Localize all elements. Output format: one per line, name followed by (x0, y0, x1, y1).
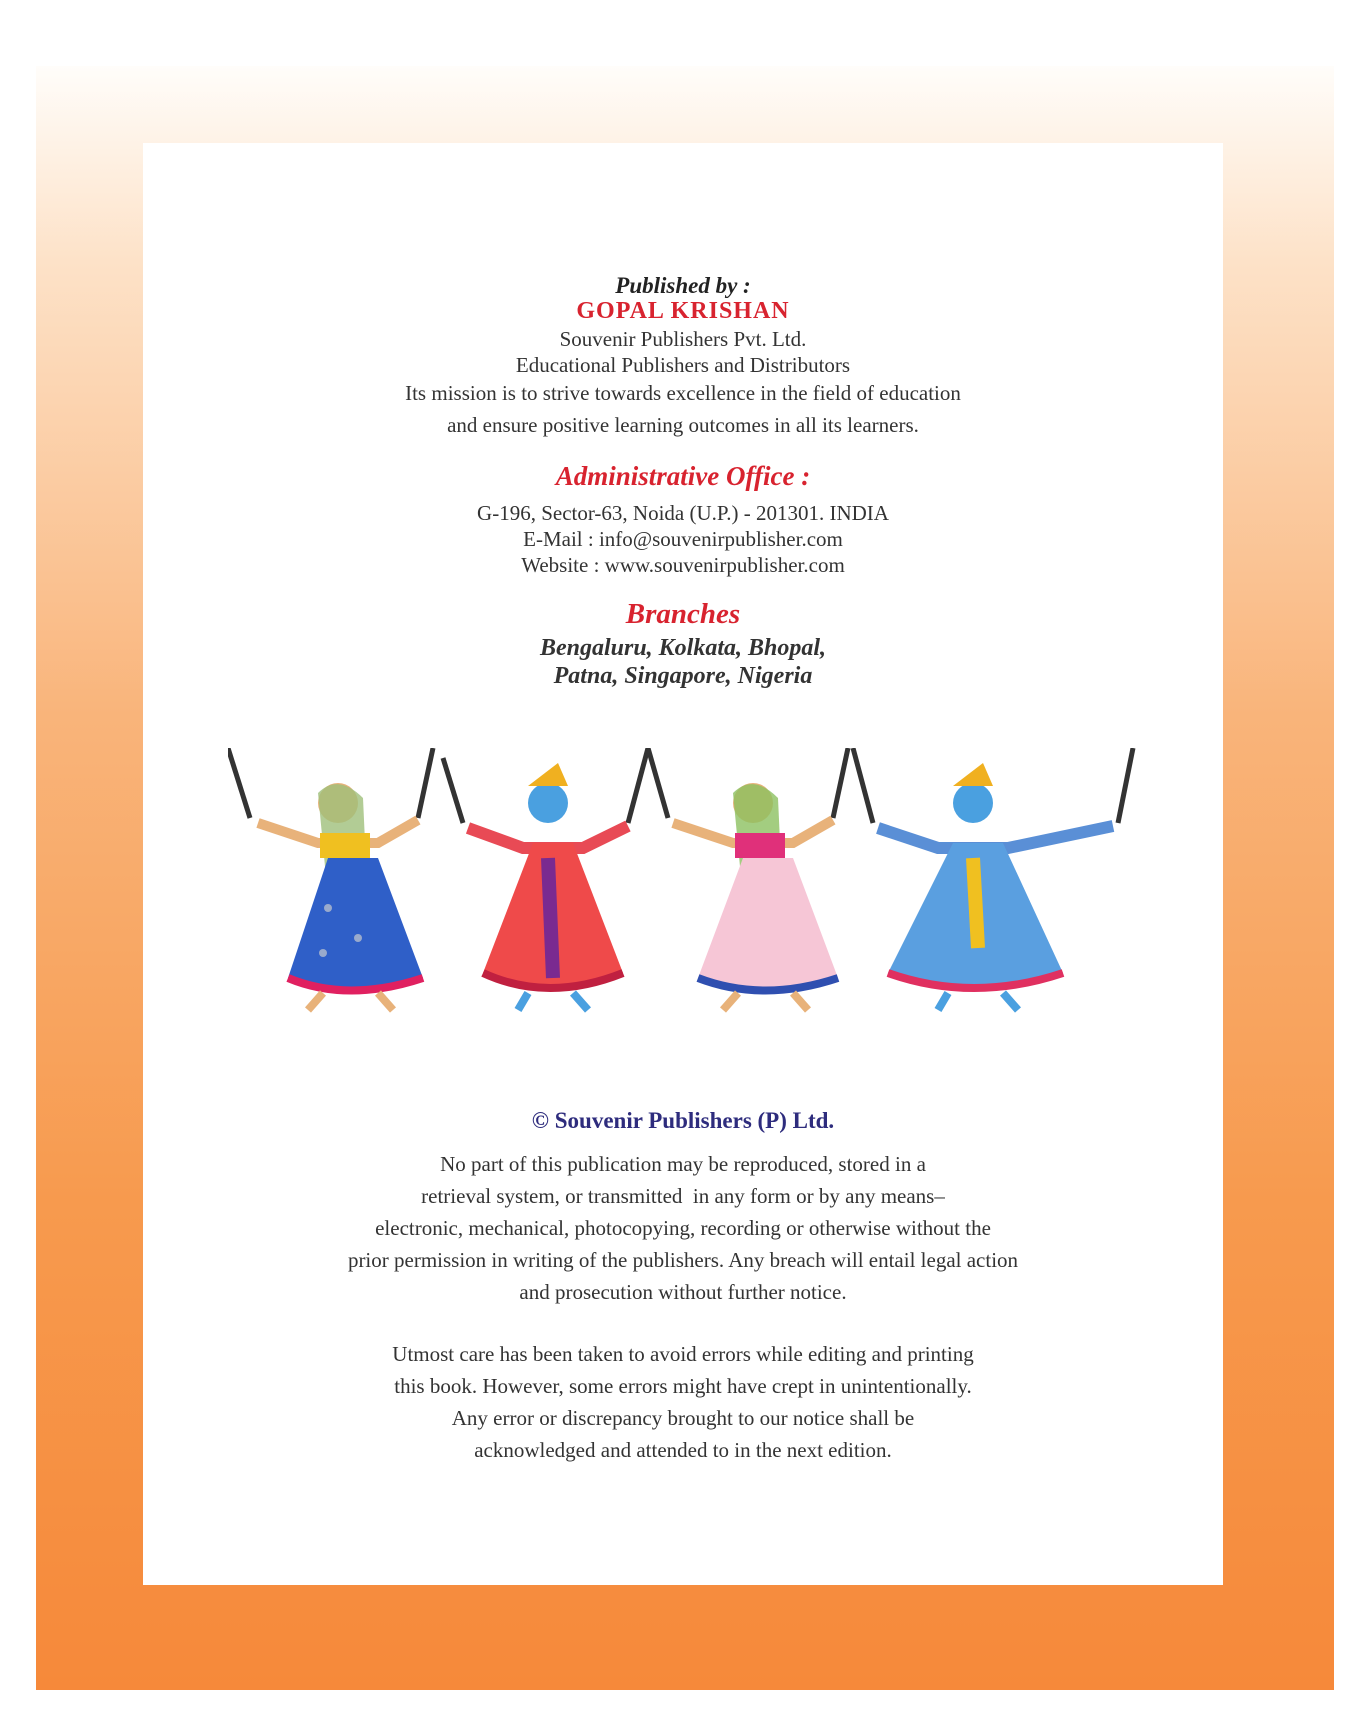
imprint-page (143, 143, 1223, 1585)
disclaimer-line: acknowledged and attended to in the next edition. (474, 1438, 892, 1462)
disclaimer-line: Any error or discrepancy brought to our notice shall be (451, 1406, 915, 1430)
errors-disclaimer (143, 1338, 1223, 1466)
mission-line-2: and ensure positive learning outcomes in all its learners. (447, 413, 919, 437)
reproduction-notice (143, 1148, 1223, 1308)
notice-line: retrieval system, or transmitted in any form or by any means– (421, 1184, 945, 1208)
branches-title: Branches (625, 598, 741, 630)
admin-address: G-196, Sector-63, Noida (U.P.) - 201301. INDIA (477, 501, 889, 525)
branches-line-2: Patna, Singapore, Nigeria (553, 663, 813, 689)
dancer-figure (648, 748, 848, 1010)
admin-website: Website : www.souvenirpublisher.com (521, 553, 845, 577)
admin-office-title: Administrative Office : (555, 461, 811, 491)
branches-line-1: Bengaluru, Kolkata, Bhopal, (539, 635, 827, 661)
notice-line: prior permission in writing of the publishers. Any breach will entail legal action (347, 1248, 1019, 1272)
company-tagline: Educational Publishers and Distributors (515, 353, 851, 377)
company-name: Souvenir Publishers Pvt. Ltd. (559, 327, 807, 351)
disclaimer-line: Utmost care has been taken to avoid errors while editing and printing (392, 1342, 974, 1366)
notice-line: electronic, mechanical, photocopying, recording or otherwise without the (375, 1216, 991, 1240)
copyright-title: © Souvenir Publishers (P) Ltd. (531, 1108, 835, 1133)
admin-email: E-Mail : info@souvenirpublisher.com (523, 527, 843, 551)
dancer-figure (853, 748, 1133, 1010)
dancer-figure (228, 748, 433, 1010)
notice-line: and prosecution without further notice. (519, 1280, 847, 1304)
notice-line: No part of this publication may be reproduced, stored in a (440, 1152, 926, 1176)
mission-line-1: Its mission is to strive towards excellence in the field of education (405, 381, 961, 405)
published-by-label: Published by : (615, 273, 751, 298)
dancers-illustration (228, 748, 1138, 1038)
publisher-name: GOPAL KRISHAN (576, 298, 790, 324)
disclaimer-line: this book. However, some errors might have crept in unintentionally. (394, 1374, 972, 1398)
dancer-figure (443, 748, 648, 1010)
